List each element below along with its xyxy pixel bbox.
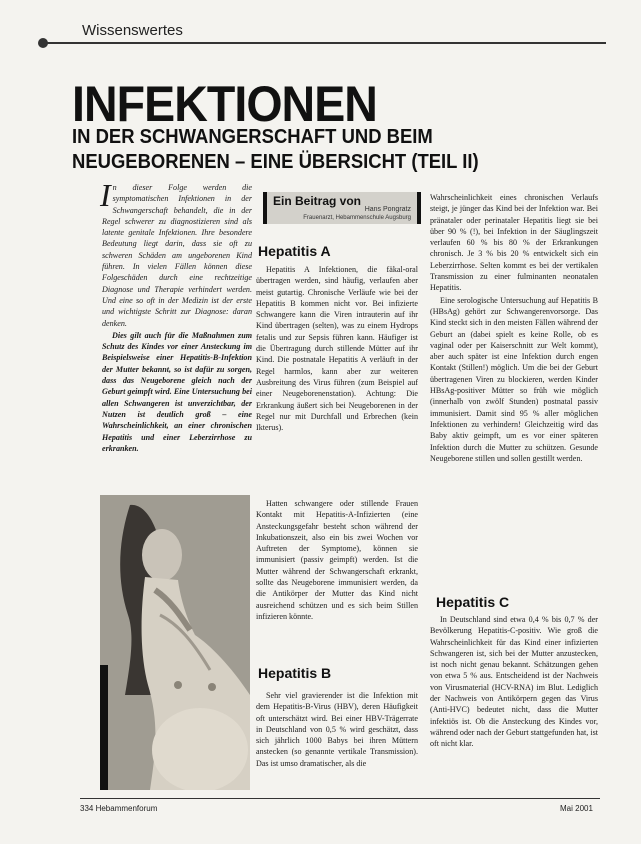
section-rule bbox=[46, 42, 606, 44]
hepatitis-c-paragraph-1: In Deutschland sind etwa 0,4 % bis 0,7 % der Bevölkerung Hepatitis-C-positiv. Wie groß die Wahrscheinlichkeit für das Kind einer infizierten Schwangeren ist, sich bei der Mutter anzustecken, ist noch nicht genau bekannt. Schätzungen gehen von etwa 5 % aus. Entscheidend ist der Nachweis von Virusmaterial (HCV-RNA) im Blut. Lediglich der Nachweis von Antikörpern gegen das Virus (Anti-HVC) bedeutet nicht, dass die Mutter infektiös ist. Ob die Ansteckung des Kindes vor, während oder nach der Geburt stattgefunden hat, ist oft nicht klar. bbox=[430, 615, 598, 749]
photo-illustration bbox=[100, 495, 250, 790]
heading-hepatitis-c: Hepatitis C bbox=[436, 594, 510, 610]
author-heading: Ein Beitrag von bbox=[273, 194, 362, 208]
author-box bbox=[263, 192, 421, 224]
pregnant-woman-photo bbox=[100, 495, 250, 790]
section-label: Wissenswertes bbox=[82, 22, 183, 39]
subtitle-line-1: IN DER SCHWANGERSCHAFT UND BEIM bbox=[72, 125, 433, 148]
hepatitis-a-paragraph-2: Hatten schwangere oder stillende Frauen Kontakt mit Hepatitis-A-Infizierten (eine Ansteckungsgefahr besteht schon während der Inkubationszeit, also ein bis zwei Wochen vor Auftreten der Symptome), können sie immunisiert (passiv geimpft) werden. Ist die Mutter während der Schwangerschaft erkrankt, sollte das Neugeborene immunisiert werden, da die Antikörper der Mutter das Kind nicht ausreichend schützen und es sich beim Stillen infizieren könnte. bbox=[256, 499, 418, 621]
author-name: Hans Pongratz bbox=[364, 206, 411, 213]
photo-edge-bar bbox=[100, 665, 108, 790]
footer-page-info: 334 Hebammenforum bbox=[80, 804, 158, 813]
hepatitis-b-paragraph-1: Sehr viel gravierender ist die Infektion mit dem Hepatitis-B-Virus (HBV), deren Häufigkeit oft unterschätzt wird. Bei einer HBV-Trägerrate in Deutschland von 0,5 % wird geschätzt, dass sich jährlich 1000 Babys bei ihren Müttern anstecken (so genannte vertikale Transmission). Das ist umso dramatischer, als die bbox=[256, 691, 418, 768]
footer-rule bbox=[80, 798, 600, 799]
drop-cap: I bbox=[100, 177, 111, 213]
footer-date: Mai 2001 bbox=[560, 804, 593, 813]
heading-hepatitis-a: Hepatitis A bbox=[258, 243, 331, 259]
right-paragraph-1: Wahrscheinlichkeit eines chronischen Verlaufs steigt, je jünger das Kind bei der Infektion war. Bei pränataler oder perinataler Hepatitis liegt sie bei über 90 % (!), bei Infektion in der Säuglingszeit verlaufen 60 % bis 80 % der Erkrankungen chronisch. Je 3 % bis 20 % entwickelt sich ein Leberzirrhose. Selten kommt es bei der vertikalen Transmission zu einer fulminanten neonatalen Hepatitis. bbox=[430, 193, 598, 293]
article-title: INFEKTIONEN bbox=[72, 76, 377, 132]
intro-paragraph-2: Dies gilt auch für die Maßnahmen zum Schutz des Kindes vor einer Ansteckung im Beispielsweise einer Hepatitis-B-Infektion der Mutter bekannt, so ist dafür zu sorgen, dass das Neugeborene gleich nach der Geburt geimpft wird. Eine Untersuchung bei allen Schwangeren ist unverzichtbar, der Nutzen ist deutlich groß – eine Wahrscheinlichkeit, an einer chronischen Hepatitis und einer Leberzirrhose zu erkranken. bbox=[102, 330, 252, 453]
hepatitis-a-text-2 bbox=[256, 498, 418, 623]
heading-hepatitis-b: Hepatitis B bbox=[258, 665, 332, 681]
hepatitis-c-text bbox=[430, 614, 598, 751]
article-subtitle bbox=[72, 124, 479, 174]
right-column-text bbox=[430, 192, 598, 465]
hepatitis-a-paragraph-1: Hepatitis A Infektionen, die fäkal-oral übertragen werden, sind häufig, verlaufen aber meist gutartig. Chronische Verläufe wie bei der Hepatitis B kommen nicht vor. Bei infizierte Schwangere kann die Viren intrauterin auf ihr Kind übertragen (selten), was zu einem Hydrops fetalis und zur Sepsis führen kann. Häufiger ist die Übertragung durch stillende Mütter auf ihr Kind. Die postnatale Hepatitis A verläuft in der Regel harmlos, kann aber zur weiteren Ausbreitung des Virus führen (zum Beispiel auf einer Neugeborenenstation). Achtung: Die Erkrankung äußert sich bei Neugeborenen in der Regel nur mit Durchfall und Erbrechen (kein Ikterus). bbox=[256, 265, 418, 433]
hepatitis-a-text bbox=[256, 264, 418, 434]
right-paragraph-2: Eine serologische Untersuchung auf Hepatitis B (HBsAg) gehört zur Schwangerenvorsorge. Das Kind steckt sich in den meisten Fällen während der Geburt an (dabei spielt es keine Rolle, ob es vaginal oder per Kaiserschnitt zur Welt kommt), aber auch später ist eine Infektion durch engen Kontakt (Stillen!) möglich. Um die bei der Geburt übertragenen Viren zu blockieren, werden Kinder HBsAg-positiver Mütter so früh wie möglich (innerhalb von zwölf Stunden) postnatal passiv immunisiert. Damit sind 95 % aller möglichen Infektionen zu verhindern! Gleichzeitig wird das Baby aktiv geimpft, um es vor einer späteren Infektion durch die Mutter zu schützen. Gesunde Neugeborene stillen und sollen gestillt werden. bbox=[430, 295, 598, 463]
hepatitis-b-text bbox=[256, 690, 418, 770]
author-role: Frauenarzt, Hebammenschule Augsburg bbox=[303, 215, 411, 221]
subtitle-line-2: NEUGEBORENEN – EINE ÜBERSICHT (TEIL II) bbox=[72, 150, 479, 173]
intro-paragraph-1: In dieser Folge werden die symptomatischen Infektionen in der Schwangerschaft behandelt, die in der Regel schwerer zu diagnostizieren sind als latente genitale Infektionen. Ihre besondere Bedeutung liegt darin, dass sie oft zu schweren Schäden am ungeborenen Kind führen. In vielen Fällen können diese Folgeschäden durch eine rechtzeitige Diagnose und Therapie verhindert werden. Und eine so oft in der Medizin ist der erste und wichtigste Schritt zur Diagnose: daran denken. bbox=[100, 177, 252, 328]
intro-column bbox=[100, 177, 252, 455]
